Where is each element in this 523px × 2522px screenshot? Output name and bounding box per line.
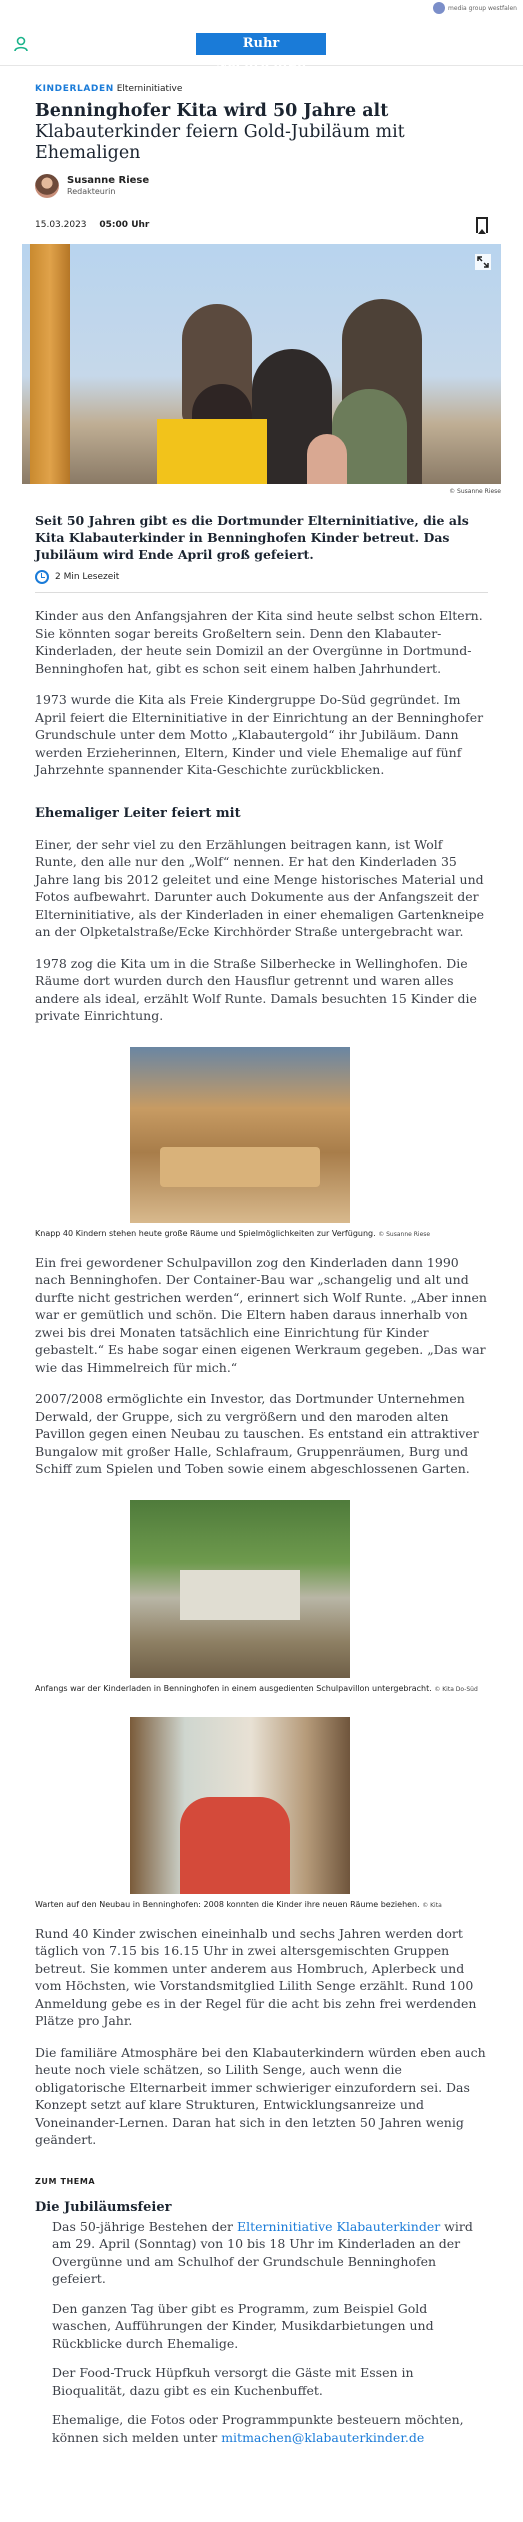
photo-children-window[interactable] [130,1717,350,1894]
caption-text: Knapp 40 Kindern stehen heute große Räume und Spielmöglichkeiten zur Verfügung. [35,1228,376,1238]
author-name[interactable]: Susanne Riese [67,175,150,186]
hero-credit: © Susanne Riese [449,488,501,495]
photo-children [180,1797,290,1894]
site-logo[interactable]: Ruhr Nachrichten [196,33,326,55]
hero-image[interactable] [22,244,501,484]
divider [35,592,488,593]
paragraph: Rund 40 Kinder zwischen eineinhalb und sechs Jahren werden dort täglich von 7.15 bis 16.15 Uhr in zwei altersgemischten Gruppen betreut. Sie kommen unter anderem aus Hombruch, Aplerbeck und vom Höchsten, wie Vorstandsmitglied Lilith Senge erzählt. Rund 100 Anmeldung gebe es in der Regel für die acht bis zehn frei werdenden Plätze pro Jahr. [35,1925,477,2028]
email-link[interactable]: mitmachen@klabauterkinder.de [221,2429,425,2445]
paragraph: Die familiäre Atmosphäre bei den Klabauterkindern würden eben auch heute noch viele schätzen, so Lilith Senge, auch wenn die obligatorische Elternarbeit immer schwieriger einzufordern sei. Das Konzept setzt auf klare Strukturen, Entwicklungsanreize und Voneinander-Lernen. Daran hat sich in den letzten 50 Jahren wenig geändert. [35,2044,486,2147]
media-group-badge[interactable] [433,2,517,14]
author-block[interactable] [35,174,488,198]
caption-credit: © Kita [422,1901,442,1909]
caption-credit: © Susanne Riese [378,1230,431,1238]
photo-table [160,1147,320,1187]
paragraph: Einer, der sehr viel zu den Erzählungen beitragen kann, ist Wolf Runte, den alle nur den „Wolf“ nennen. Er hat den Kinderladen 35 Jahre lang bis 2012 geleitet und eine Menge historisches Material und Fotos aufbewahrt. Darunter auch Dokumente aus der Anfangszeit der Elterninitiative, als der Kinderladen in einer ehemaligen Gartenkneipe an der Olpketalstraße/Ecke Kirchhörder Straße untergebracht war. [35,836,485,939]
box-paragraph: Der Food-Truck Hüpfkuh versorgt die Gäste mit Essen in Bioqualität, dazu gibt es ein Kuchenbuffet. [52,2365,414,2398]
photo-figure [35,1500,488,1678]
paragraph: Kinder aus den Anfangsjahren der Kita sind heute selbst schon Eltern. Sie könnten sogar bereits Großeltern sein. Denn den Klabauter-Kinderladen, der heute sein Domizil an der Overgünne in Dortmund-Benninghofen hat, gibt es schon seit einem halben Jahrhundert. [35,608,483,676]
related-box [35,2200,488,2447]
photo-kita-room[interactable] [130,1047,350,1223]
hero-child [307,434,347,484]
photo-figure [35,1047,488,1223]
bookmark-icon[interactable] [476,217,488,233]
box-paragraph [52,2218,488,2288]
box-text: wird am 29. April (Sonntag) von 10 bis 18 Uhr im Kinderladen an der Overgünne und am Schulhof der Grundschule Benninghofen gefeiert. [52,2218,473,2286]
kicker-category[interactable]: KINDERLADEN [35,84,114,94]
publish-date: 15.03.2023 [35,220,87,230]
caption-text: Warten auf den Neubau in Benninghofen: 2008 konnten die Kinder ihre neuen Räume beziehen. [35,1899,420,1909]
title-sub: Klabauterkinder feiern Gold-Jubiläum mit Ehemaligen [35,122,405,163]
media-group-logo-icon [433,2,445,14]
hero-gold-sign [157,419,267,484]
paragraph: 2007/2008 ermöglichte ein Investor, das Dortmunder Unternehmen Derwald, der Gruppe, sich zu vergrößern und den maroden alten Pavillon gegen einen Neubau zu tauschen. Es entstand ein attraktiver Bungalow mit großer Halle, Schlafraum, Gruppenräumen, Burg und Schiff zum Spielen und Toben sowie einem abgeschlossenen Garten. [35,1391,479,1476]
photo-caption [35,1899,488,1911]
paragraph: Ein frei gewordener Schulpavillon zog den Kinderladen dann 1990 nach Benninghofen. Der Container-Bau war „schangelig und alt und durfte nicht gestrichen werden“, erinnert sich Wolf Runte. „Aber innen war er gemütlich und schön. Die Eltern haben daraus innerhalb von zwei bis drei Monaten tatsächlich eine Einrichtung für Kinder gebastelt.“ Es habe sogar einen eigenen Werkraum gegeben. „Das war wie das Himmelreich für mich.“ [35,1254,487,1375]
box-paragraph [52,2411,488,2446]
photo-caption [35,1228,488,1240]
article-title [35,101,488,164]
site-header [0,0,523,73]
clock-icon [35,570,49,584]
photo-caption [35,1683,488,1695]
read-time [35,570,488,584]
caption-text: Anfangs war der Kinderladen in Benninghofen in einem ausgedienten Schulpavillon untergebracht. [35,1683,432,1693]
user-icon[interactable] [14,36,28,52]
section-label: ZUM THEMA [35,2176,96,2186]
paragraph: 1973 wurde die Kita als Freie Kindergruppe Do-Süd gegründet. Im April feiert die Elterninitiative in der Einrichtung an der Benninghofer Grundschule unter dem Motto „Klabautergold“ ihr Jubiläum. Dann werden Erzieherinnen, Eltern, Kinder und viele Ehemalige auf fünf Jahrzehnte spannender Kita-Geschichte zurückblicken. [35,692,484,777]
photo-building [180,1570,300,1620]
photo-figure [35,1717,488,1894]
media-group-label: media group westfalen [448,4,517,12]
publish-time: 05:00 Uhr [99,220,150,230]
box-text: Ehemalige, die Fotos oder Programmpunkte besteuern möchten, können sich melden unter [52,2412,464,2445]
kicker [35,84,488,94]
caption-credit: © Kita Do-Süd [434,1685,478,1693]
box-paragraph: Den ganzen Tag über gibt es Programm, zum Beispiel Gold waschen, Aufführungen der Kinder, Musikdarbietungen und Rückblicke durch Ehemalige. [52,2300,434,2351]
expand-icon[interactable] [475,254,491,270]
avatar [35,174,59,198]
article-meta [35,214,488,236]
read-time-label: 2 Min Lesezeit [55,572,120,582]
title-main: Benninghofer Kita wird 50 Jahre alt [35,101,389,121]
article-lead: Seit 50 Jahren gibt es die Dortmunder Elterninitiative, die als Kita Klabauterkinder in Benninghofen Kinder betreut. Das Jubiläum wird Ende April groß gefeiert. [35,513,469,562]
paragraph: 1978 zog die Kita um in die Straße Silberhecke in Wellinghofen. Die Räume dort wurden durch den Hausflur getrennt und waren alles andere als ideal, erzählt Wolf Runte. Damals besuchten 15 Kinder die private Einrichtung. [35,955,477,1023]
author-role: Redakteurin [67,187,116,196]
box-text: Das 50-jährige Bestehen der [52,2218,237,2234]
subheading: Ehemaliger Leiter feiert mit [35,805,241,821]
initiative-link[interactable]: Elterninitiative Klabauterkinder [236,2218,441,2234]
box-title: Die Jubiläumsfeier [35,2199,172,2215]
kicker-topic: Elterninitiative [116,84,183,94]
hero-beam [30,244,70,484]
photo-pavilion[interactable] [130,1500,350,1678]
